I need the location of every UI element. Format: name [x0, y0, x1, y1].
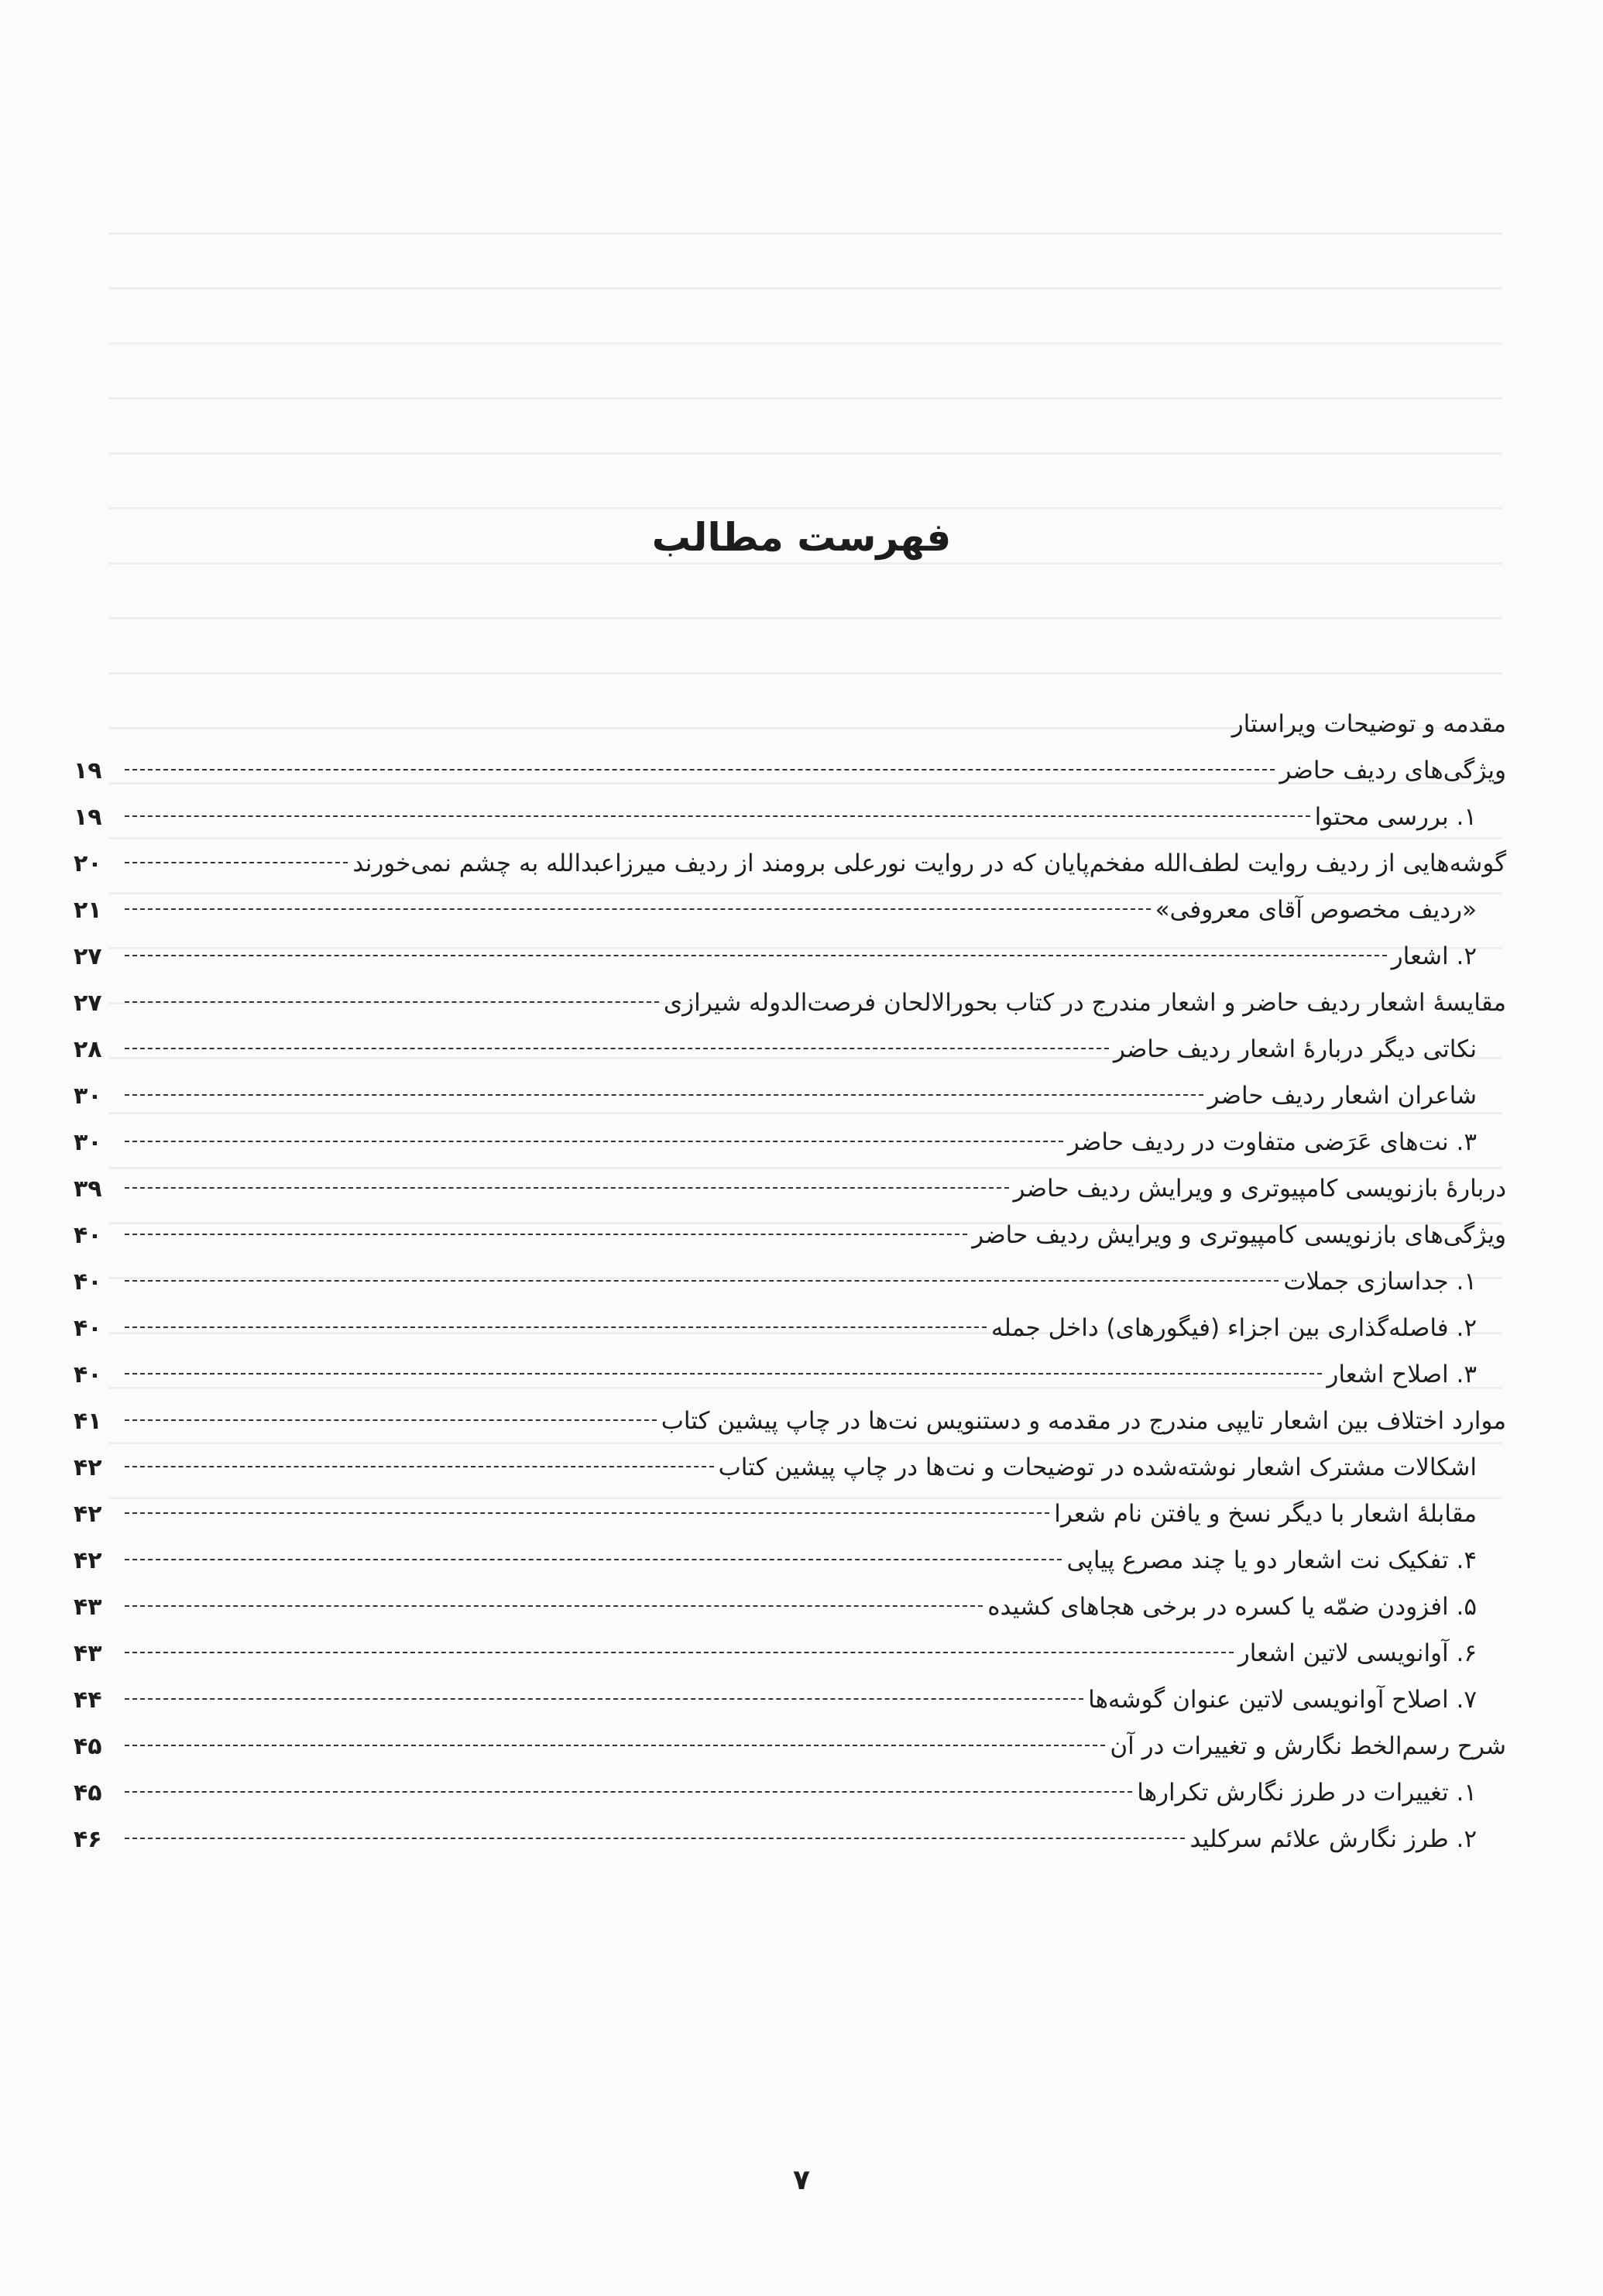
toc-entry-title: ۳. نت‌های عَرَضی متفاوت در ردیف حاضر	[1067, 1128, 1477, 1156]
dot-leader	[125, 862, 348, 863]
toc-entry-page-number: ۲۰	[74, 850, 102, 877]
page-number: ۷	[793, 2164, 810, 2196]
toc-entry	[74, 1537, 1506, 1584]
toc-entry-page-number: ۴۰	[74, 1315, 102, 1342]
dot-leader	[125, 815, 1310, 817]
dot-leader	[125, 1512, 1049, 1514]
toc-entry	[74, 1677, 1506, 1723]
toc-entry-title: ویژگی‌های بازنویسی کامپیوتری و ویرایش ردیف حاضر	[972, 1221, 1506, 1249]
toc-entry	[74, 1444, 1506, 1491]
toc-entry	[74, 1816, 1506, 1862]
toc-entry-title: مقایسهٔ اشعار ردیف حاضر و اشعار مندرج در کتاب بحورالالحان فرصت‌الدوله شیرازی	[663, 989, 1506, 1017]
page-title: فهرست مطالب	[651, 515, 952, 560]
toc-entry	[74, 980, 1506, 1026]
toc-entry-title: اشکالات مشترک اشعار نوشته‌شده در توضیحات و نت‌ها در چاپ پیشین کتاب	[718, 1453, 1477, 1481]
toc-entry	[74, 1165, 1506, 1212]
dot-leader	[125, 1048, 1109, 1049]
toc-entry-title: موارد اختلاف بین اشعار تایپی مندرج در مقدمه و دستنویس نت‌ها در چاپ پیشین کتاب	[661, 1407, 1506, 1435]
dot-leader	[125, 1141, 1063, 1142]
toc-entry-title: ۳. اصلاح اشعار	[1327, 1361, 1477, 1388]
toc-entry	[74, 1119, 1506, 1165]
toc-entry	[74, 1723, 1506, 1769]
table-of-contents	[74, 701, 1506, 1862]
toc-entry-page-number: ۴۳	[74, 1640, 102, 1667]
toc-entry-page-number: ۴۲	[74, 1501, 102, 1528]
toc-entry-title: شرح رسم‌الخط نگارش و تغییرات در آن	[1110, 1732, 1506, 1760]
toc-entry-title: شاعران اشعار ردیف حاضر	[1207, 1082, 1477, 1110]
dot-leader	[125, 1605, 983, 1607]
toc-entry-title: ۴. تفکیک نت اشعار دو یا چند مصرع پیاپی	[1066, 1546, 1477, 1574]
toc-entry-page-number: ۴۵	[74, 1733, 102, 1760]
toc-entry-title: ۲. طرز نگارش علائم سرکلید	[1189, 1825, 1477, 1853]
toc-entry	[74, 1491, 1506, 1537]
toc-entry	[74, 1026, 1506, 1072]
dot-leader	[125, 1745, 1105, 1746]
toc-entry-page-number: ۴۲	[74, 1547, 102, 1574]
dot-leader	[125, 955, 1387, 956]
toc-entry	[74, 1769, 1506, 1816]
toc-entry	[74, 747, 1506, 794]
toc-entry-page-number: ۴۲	[74, 1454, 102, 1481]
toc-entry	[74, 840, 1506, 887]
dot-leader	[125, 1652, 1234, 1653]
toc-entry-page-number: ۲۷	[74, 990, 102, 1017]
dot-leader	[125, 1280, 1279, 1282]
dot-leader	[125, 1326, 987, 1328]
toc-entry-title: ۲. اشعار	[1391, 942, 1477, 970]
dot-leader	[125, 1187, 1009, 1189]
toc-entry-page-number: ۴۰	[74, 1361, 102, 1388]
toc-entry	[74, 1305, 1506, 1351]
toc-entry	[74, 1630, 1506, 1677]
dot-leader	[125, 908, 1151, 910]
toc-entry-title: ۶. آوانویسی لاتین اشعار	[1237, 1639, 1477, 1667]
toc-entry-page-number: ۲۸	[74, 1036, 102, 1063]
toc-entry-page-number: ۲۱	[74, 897, 102, 924]
toc-entry-title: ۱. بررسی محتوا	[1314, 803, 1477, 831]
toc-entry	[74, 1584, 1506, 1630]
toc-entry-page-number: ۴۵	[74, 1779, 102, 1807]
toc-entry	[74, 1258, 1506, 1305]
toc-entry	[74, 701, 1506, 747]
dot-leader	[125, 1373, 1322, 1375]
toc-entry-title: مقدمه و توضیحات ویراستار	[1231, 710, 1506, 738]
toc-entry-title: ۱. جداسازی جملات	[1283, 1268, 1477, 1296]
toc-entry-title: ۲. فاصله‌گذاری بین اجزاء (فیگورهای) داخل جمله	[990, 1314, 1477, 1342]
toc-entry-title: ۷. اصلاح آوانویسی لاتین عنوان گوشه‌ها	[1088, 1686, 1477, 1714]
dot-leader	[125, 1094, 1203, 1096]
toc-entry	[74, 887, 1506, 933]
dot-leader	[125, 1838, 1185, 1839]
toc-entry-page-number: ۴۱	[74, 1408, 102, 1435]
toc-entry-page-number: ۱۹	[74, 804, 102, 831]
toc-entry-page-number: ۴۶	[74, 1826, 102, 1853]
toc-entry	[74, 1212, 1506, 1258]
toc-entry-title: گوشه‌هایی از ردیف روایت لطف‌الله مفخم‌پایان که در روایت نورعلی برومند از ردیف میرزاعبدالله به چشم نمی‌خورند	[352, 849, 1506, 877]
dot-leader	[125, 1466, 714, 1467]
dot-leader	[125, 1234, 967, 1235]
toc-entry-page-number: ۴۳	[74, 1594, 102, 1621]
toc-entry-page-number: ۳۰	[74, 1083, 102, 1110]
dot-leader	[125, 1698, 1083, 1700]
dot-leader	[125, 1791, 1132, 1793]
toc-entry-title: دربارهٔ بازنویسی کامپیوتری و ویرایش ردیف حاضر	[1013, 1175, 1506, 1203]
dot-leader	[125, 769, 1275, 770]
toc-entry-page-number: ۳۹	[74, 1175, 102, 1203]
dot-leader	[125, 1559, 1062, 1560]
toc-entry-title: نکاتی دیگر دربارهٔ اشعار ردیف حاضر	[1113, 1035, 1477, 1063]
toc-entry-page-number: ۴۰	[74, 1222, 102, 1249]
toc-entry-page-number: ۴۰	[74, 1268, 102, 1296]
toc-entry-page-number: ۴۴	[74, 1687, 102, 1714]
toc-entry	[74, 1072, 1506, 1119]
toc-entry	[74, 794, 1506, 840]
toc-entry	[74, 1398, 1506, 1444]
toc-entry-page-number: ۲۷	[74, 943, 102, 970]
toc-entry-title: «ردیف مخصوص آقای معروفی»	[1155, 896, 1477, 924]
toc-entry-title: ۱. تغییرات در طرز نگارش تکرارها	[1137, 1779, 1477, 1807]
toc-entry-page-number: ۳۰	[74, 1129, 102, 1156]
toc-entry-title: مقابلهٔ اشعار با دیگر نسخ و یافتن نام شعرا	[1054, 1500, 1477, 1528]
toc-entry	[74, 933, 1506, 980]
toc-entry-title: ویژگی‌های ردیف حاضر	[1279, 757, 1506, 784]
dot-leader	[125, 1419, 657, 1421]
toc-entry-page-number: ۱۹	[74, 757, 102, 784]
dot-leader	[125, 1001, 659, 1003]
toc-entry-title: ۵. افزودن ضمّه یا کسره در برخی هجاهای کشیده	[987, 1593, 1477, 1621]
toc-entry	[74, 1351, 1506, 1398]
